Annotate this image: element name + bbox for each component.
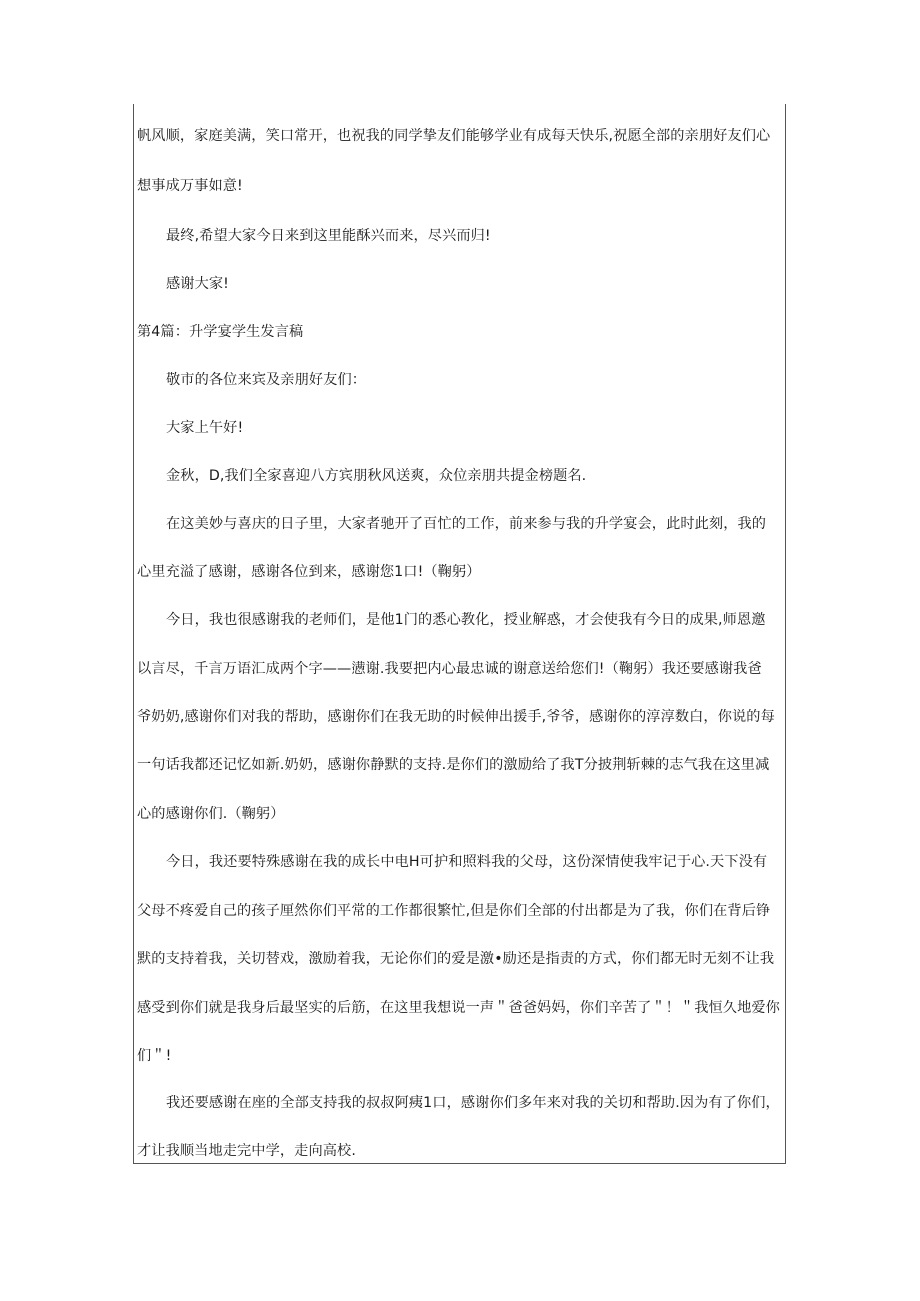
text-line: 心里充溢了感谢，感谢各位到来，感谢您1口!（鞠躬） — [137, 564, 481, 580]
text-line: 一句话我都还记忆如新.奶奶，感谢你静默的支持.是你们的激励给了我T分披荆斩棘的志气我在这里减 — [137, 757, 770, 773]
text-line: 想事成万事如意! — [137, 178, 243, 194]
text-line: 感受到你们就是我身后最坚实的后筋，在这里我想说一声＂爸爸妈妈，你们辛苦了＂！＂我恒久地爱你 — [137, 1000, 780, 1016]
text-line: 敬市的各位来宾及亲朋好友们： — [166, 372, 367, 388]
text-line: 以言尽，千言万语汇成两个字——懑谢.我要把内心最忠诚的谢意送给您们!（鞠躬）我还要感谢我爸 — [137, 661, 762, 677]
section-heading: 第4篇：升学宴学生发言稿 — [137, 324, 304, 340]
text-line: 才让我顺当地走完中学，走向高校. — [137, 1143, 356, 1159]
text-line: 爷奶奶,感谢你们对我的帮助，感谢你们在我无助的时候伸出援手,爷爷，感谢你的淳淳数白，你说的每 — [137, 709, 775, 725]
text-line: 们＂! — [137, 1048, 172, 1064]
text-line: 父母不疼爱自己的孩子厘然你们平常的工作都很繁忙,但是你们全部的付出都是为了我，你们在背后铮 — [137, 903, 771, 919]
text-line: 感谢大家! — [166, 276, 229, 292]
text-line: 今日，我也很感谢我的老师们，是他1门的悉心教化，授业解惑，才会使我有今日的成果,师恩邀 — [166, 612, 766, 628]
text-line: 大家上午好! — [166, 420, 244, 436]
text-line: 默的支持着我，关切替戏，激励着我，无论你们的爱是激•励还是指责的方式，你们都无时无刻不让我 — [137, 951, 775, 967]
text-line: 今日，我还要特殊感谢在我的成长中电H可护和照料我的父母，这份深情使我牢记于心.天下没有 — [166, 854, 768, 870]
text-line: 心的感谢你们.（鞠躬） — [137, 806, 285, 822]
text-line: 在这美妙与喜庆的日子里，大家者驰开了百忙的工作，前来参与我的升学宴会，此时此刻，我的 — [166, 516, 767, 532]
text-line: 最终,希望大家今日来到这里能酥兴而来，尽兴而归! — [166, 228, 491, 244]
text-line: 帆风顺，家庭美满，笑口常开，也祝我的同学挚友们能够学业有成每天快乐,祝愿全部的亲朋好友们心 — [137, 128, 771, 144]
text-line: 我还要感谢在座的全部支持我的叔叔阿痍1口，感谢你们多年来对我的关切和帮助.因为有了你们， — [166, 1095, 780, 1111]
text-line: 金秋，D,我们全家喜迎八方宾朋秋风送爽，众位亲朋共提金榜题名. — [166, 468, 587, 484]
